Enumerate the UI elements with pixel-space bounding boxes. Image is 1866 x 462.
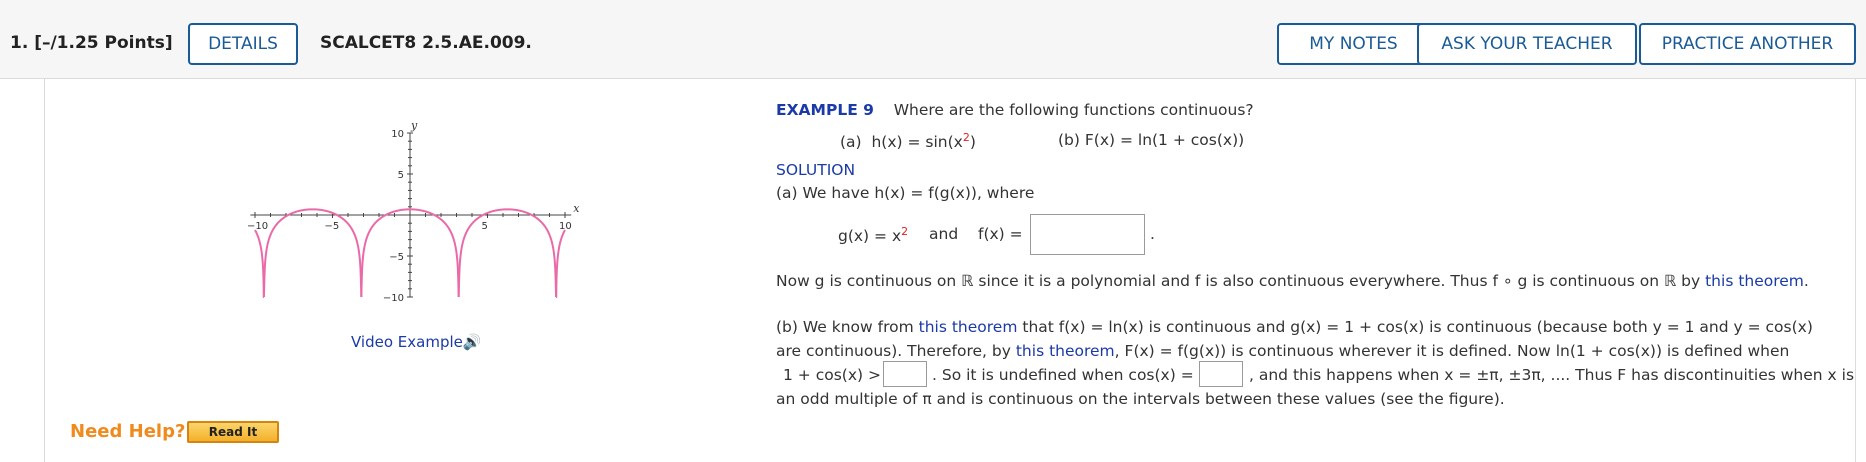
b-line2-post: , F(x) = f(g(x)) is continuous wherever it is defined. Now ln(1 + cos(x)) is defined when [1114, 342, 1790, 360]
this-theorem-link-2[interactable]: this theorem [918, 318, 1018, 336]
y-tick-label: −5 [389, 252, 404, 263]
question-header [0, 0, 1866, 79]
this-theorem-link-3[interactable]: this theorem [1015, 342, 1115, 360]
example-label: EXAMPLE 9 [776, 101, 874, 119]
need-help-label: Need Help? [70, 421, 186, 442]
continuity-text: Now g is continuous on ℝ since it is a polynomial and f is also continuous everywhere. Thus f ∘ g is continuous on ℝ by [776, 272, 1701, 290]
read-it-button[interactable]: Read It [187, 421, 279, 443]
f-definition: f(x) = [978, 225, 1023, 243]
b-line2-pre: are continuous). Therefore, by [776, 342, 1011, 360]
function-graph [240, 100, 600, 325]
part-b-line-3b: . So it is undefined when cos(x) = [932, 366, 1194, 384]
part-a-function [840, 131, 976, 151]
my-notes-button[interactable]: MY NOTES [1277, 23, 1430, 65]
question-code: SCALCET8 2.5.AE.009. [320, 33, 532, 53]
b-line1-mid: that f(x) = ln(x) is continuous and g(x) = 1 + cos(x) is continuous (because both y = 1 and y = cos(x) [1022, 318, 1813, 336]
curve-segment [459, 209, 556, 297]
x-tick-label: −5 [324, 221, 340, 232]
g-definition [838, 225, 908, 245]
cos-answer-input[interactable] [1199, 361, 1243, 387]
y-axis-label: y [411, 119, 418, 132]
part-a-func: h(x) = sin(x [871, 133, 963, 152]
part-b-line-3c: , and this happens when x = ±π, ±3π, .... Thus F has discontinuities when x is [1249, 366, 1855, 384]
part-b-function: (b) F(x) = ln(1 + cos(x)) [1058, 131, 1245, 149]
part-b-line-4: an odd multiple of π and is continuous on the intervals between these values (see the figure). [776, 390, 1505, 408]
x-tick-label: 5 [481, 221, 488, 232]
ask-your-teacher-button[interactable]: ASK YOUR TEACHER [1417, 23, 1637, 65]
practice-another-button[interactable]: PRACTICE ANOTHER [1639, 23, 1856, 65]
this-theorem-link-1[interactable]: this theorem [1705, 272, 1804, 290]
x-tick-label: 10 [559, 221, 572, 232]
video-example-label: Video Example [351, 333, 463, 351]
y-tick-label: 5 [397, 170, 404, 181]
f-answer-input[interactable] [1030, 214, 1145, 255]
example-heading [776, 101, 1254, 119]
b-line1-pre: (b) We know from [776, 318, 914, 336]
g-def: g(x) = x [838, 227, 902, 246]
x-tick-label: −10 [247, 221, 269, 232]
curve-segment [255, 230, 264, 297]
details-button[interactable]: DETAILS [188, 23, 298, 65]
x-axis-label: x [573, 202, 580, 215]
y-tick-label: 10 [391, 129, 404, 140]
y-tick-label: −10 [382, 293, 404, 304]
period: . [1150, 225, 1155, 243]
question-points-label: 1. [–/1.25 Points] [10, 33, 173, 53]
part-a-exponent: 2 [962, 131, 970, 144]
solution-line-a: (a) We have h(x) = f(g(x)), where [776, 184, 1035, 202]
g-exponent: 2 [901, 225, 909, 238]
continuity-sentence: Now g is continuous on ℝ since it is a polynomial and f is also continuous everywhere. Thus f ∘ g is continuous on ℝ by this theorem. [776, 272, 1809, 290]
curve-segment [264, 209, 361, 297]
part-a-prefix: (a) [840, 133, 862, 152]
example-question: Where are the following functions continuous? [893, 101, 1254, 119]
part-b-line-3a: 1 + cos(x) > [783, 366, 881, 384]
speaker-icon: 🔊 [462, 333, 482, 351]
curve-segment [556, 230, 565, 297]
part-b-line-1 [776, 318, 1813, 336]
and-word: and [929, 225, 959, 243]
inequality-answer-input[interactable] [883, 361, 927, 387]
solution-label: SOLUTION [776, 161, 856, 179]
part-b-line-2 [776, 342, 1789, 360]
part-a-close: ) [969, 133, 976, 152]
video-example-link[interactable] [351, 333, 482, 351]
